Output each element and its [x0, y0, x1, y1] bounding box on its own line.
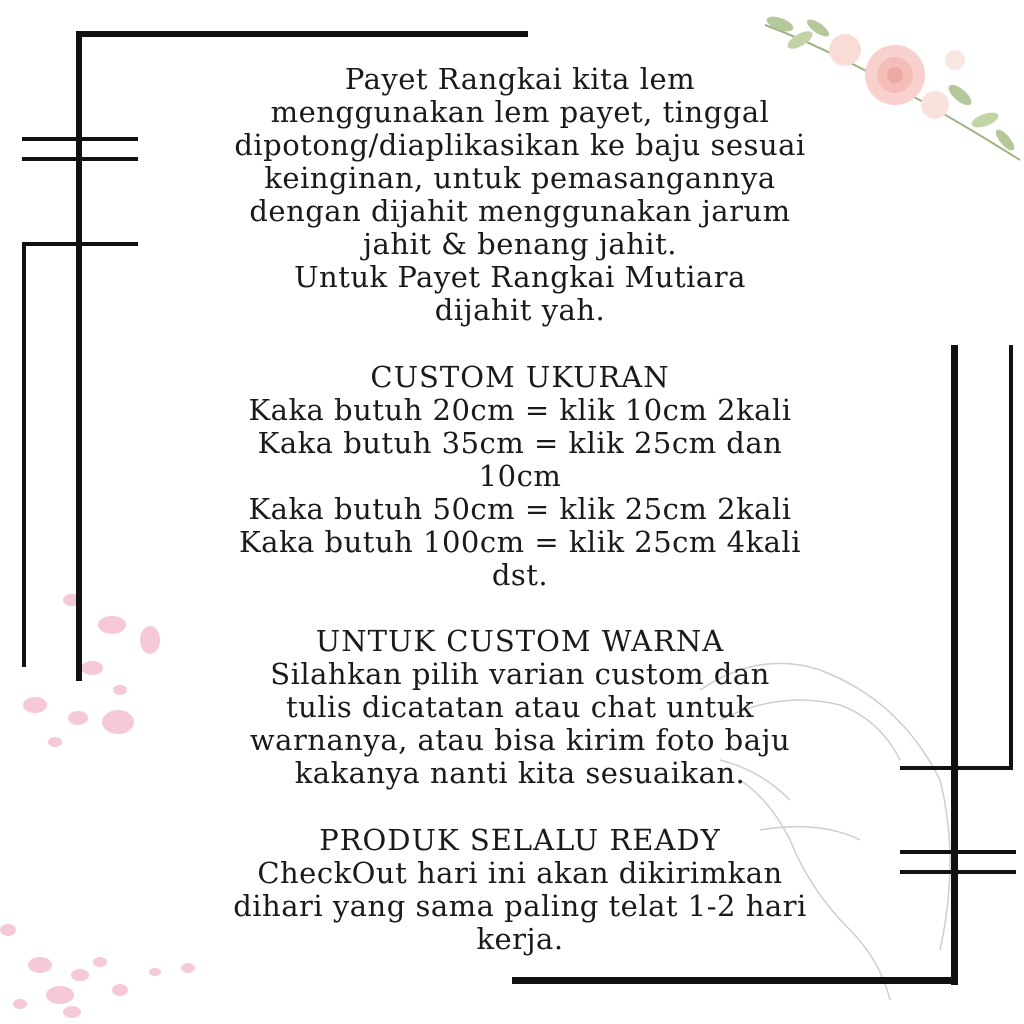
frame-bottom-line	[512, 977, 958, 984]
intro-line: Payet Rangkai kita lem	[344, 62, 696, 96]
intro-line: keinginan, untuk pemasangannya	[264, 161, 776, 195]
custom-size-line: dst.	[491, 558, 549, 592]
ready-line: kerja.	[476, 922, 564, 956]
frame-right-bracket-h	[900, 766, 1013, 770]
custom-size-line: Kaka butuh 35cm = klik 25cm dan	[257, 426, 783, 460]
intro-line: dengan dijahit menggunakan jarum	[249, 194, 791, 228]
custom-color-heading: UNTUK CUSTOM WARNA	[315, 624, 725, 658]
custom-color-line: kakanya nanti kita sesuaikan.	[294, 756, 746, 790]
custom-color-line: tulis dicatatan atau chat untuk	[285, 690, 755, 724]
ready-section	[140, 824, 900, 956]
intro-line: jahit & benang jahit.	[363, 227, 677, 261]
frame-left-bracket-v	[22, 242, 26, 667]
frame-right-bar-2	[900, 870, 1016, 874]
custom-size-line: 10cm	[478, 459, 562, 493]
ready-line: dihari yang sama paling telat 1-2 hari	[233, 889, 807, 923]
custom-color-line: warnanya, atau bisa kirim foto baju	[249, 723, 791, 757]
frame-left-bar-1	[22, 137, 138, 141]
frame-left-bracket-h	[22, 242, 138, 246]
custom-size-heading: CUSTOM UKURAN	[370, 360, 670, 394]
custom-color-section	[140, 625, 900, 790]
ready-heading: PRODUK SELALU READY	[319, 823, 721, 857]
frame-top-line	[76, 31, 528, 37]
frame-right-bar-1	[900, 850, 1016, 854]
custom-size-line: Kaka butuh 20cm = klik 10cm 2kali	[248, 393, 792, 427]
frame-left-vertical	[76, 31, 82, 681]
intro-line: dijahit yah.	[434, 293, 606, 327]
ready-line: CheckOut hari ini akan dikirimkan	[257, 856, 783, 890]
intro-line: dipotong/diaplikasikan ke baju sesuai	[234, 128, 806, 162]
frame-right-vertical	[951, 345, 958, 985]
custom-size-line: Kaka butuh 50cm = klik 25cm 2kali	[248, 492, 792, 526]
intro-line: Untuk Payet Rangkai Mutiara	[294, 260, 746, 294]
frame-left-bar-2	[22, 157, 138, 161]
custom-size-section	[140, 361, 900, 592]
custom-color-line: Silahkan pilih varian custom dan	[270, 657, 770, 691]
intro-paragraph	[140, 63, 900, 327]
intro-line: menggunakan lem payet, tinggal	[270, 95, 770, 129]
frame-right-outer-vertical	[1009, 345, 1013, 770]
custom-size-line: Kaka butuh 100cm = klik 25cm 4kali	[239, 525, 801, 559]
